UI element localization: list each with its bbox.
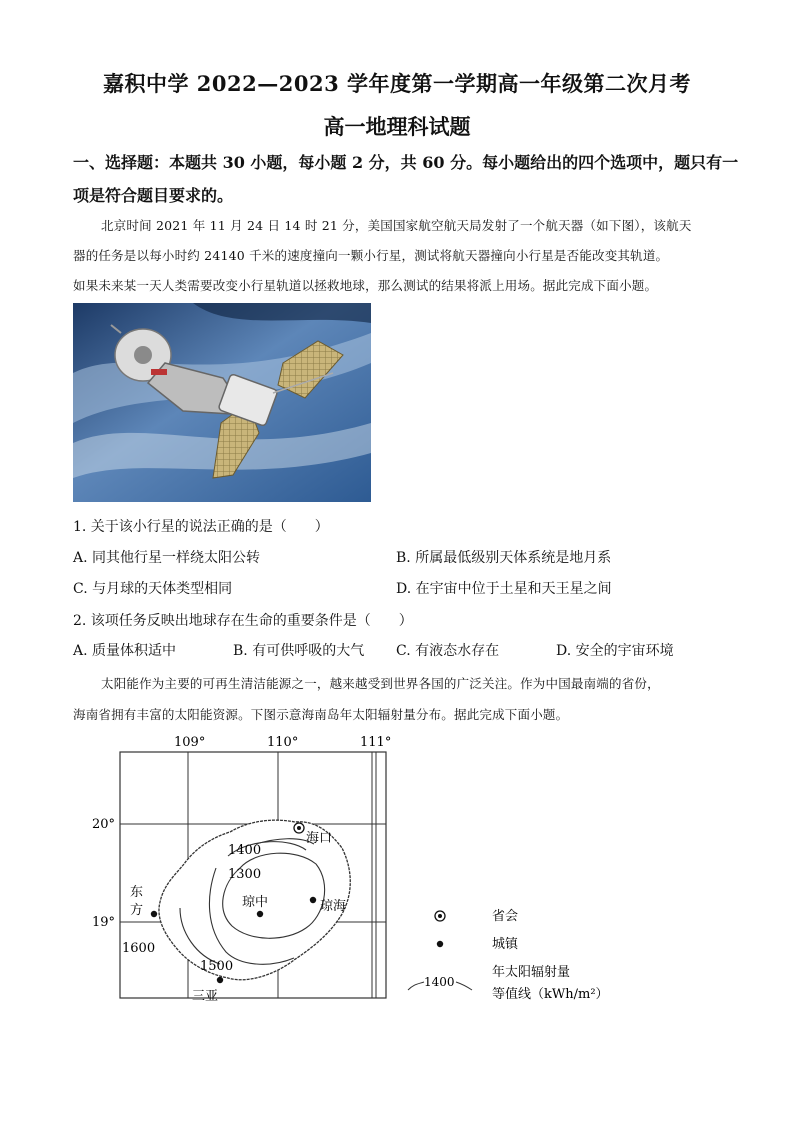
qionghai-town-icon xyxy=(310,897,316,903)
legend-isoline-label1: 年太阳辐射量 xyxy=(492,965,571,980)
legend-town-icon xyxy=(437,941,443,947)
passage1-line2: 器的任务是以每小时约 24140 千米的速度撞向一颗小行星，测试将航天器撞向小行星是否能改变其轨道。 xyxy=(73,248,669,263)
q1-stem: 1. 关于该小行星的说法正确的是（ ） xyxy=(73,519,329,535)
q2-option-c[interactable]: C. 有液态水存在 xyxy=(396,643,500,659)
city-dongfang-1: 东 xyxy=(130,885,144,900)
legend-isoline-value: 1400 xyxy=(424,975,455,989)
spacecraft-photo xyxy=(73,303,371,502)
section-heading-line1: 一、选择题：本题共 30 小题，每小题 2 分，共 60 分。每小题给出的四个选项中，题只有一 xyxy=(73,153,739,172)
lon-label-110: 110° xyxy=(267,735,299,750)
city-dongfang-2: 方 xyxy=(130,903,144,918)
legend-isoline-label2: 等值线（kWh/m²） xyxy=(492,987,609,1002)
contour-label-1500: 1500 xyxy=(200,959,234,974)
q2-stem: 2. 该项任务反映出地球存在生命的重要条件是（ ） xyxy=(73,613,413,629)
legend-capital-center-icon xyxy=(438,914,442,918)
q1-option-d[interactable]: D. 在宇宙中位于土星和天王星之间 xyxy=(396,581,612,597)
city-haikou: 海口 xyxy=(306,831,333,846)
q2-option-b[interactable]: B. 有可供呼吸的大气 xyxy=(233,643,365,659)
sanya-town-icon xyxy=(217,977,223,983)
passage2-line1: 太阳能作为主要的可再生清洁能源之一，越来越受到世界各国的广泛关注。作为中国最南端的省份， xyxy=(101,676,660,691)
contour-label-1600: 1600 xyxy=(122,941,156,956)
passage2-line2: 海南省拥有丰富的太阳能资源。下图示意海南岛年太阳辐射量分布。据此完成下面小题。 xyxy=(73,707,569,722)
qiongzhong-town-icon xyxy=(257,911,263,917)
q2-option-d[interactable]: D. 安全的宇宙环境 xyxy=(556,643,674,659)
dongfang-town-icon xyxy=(151,911,157,917)
contour-label-1300: 1300 xyxy=(228,867,262,882)
q2-option-a[interactable]: A. 质量体积适中 xyxy=(73,643,177,659)
hainan-solar-map xyxy=(80,728,640,1028)
contour-label-1400: 1400 xyxy=(228,843,262,858)
legend-capital-label: 省会 xyxy=(492,909,519,924)
lat-label-19: 19° xyxy=(92,915,116,930)
lat-label-20: 20° xyxy=(92,817,116,832)
section-heading-line2: 项是符合题目要求的。 xyxy=(73,186,234,205)
passage1-line3: 如果未来某一天人类需要改变小行星轨道以拯救地球，那么测试的结果将派上用场。据此完成下面小题。 xyxy=(73,278,658,293)
lon-label-109: 109° xyxy=(174,735,206,750)
city-sanya: 三亚 xyxy=(192,989,219,1004)
q1-option-b[interactable]: B. 所属最低级别天体系统是地月系 xyxy=(396,550,612,566)
city-qiongzhong: 琼中 xyxy=(242,895,269,910)
page-title: 嘉积中学 2022—2023 学年度第一学期高一年级第二次月考 xyxy=(102,71,691,96)
q1-option-a[interactable]: A. 同其他行星一样绕太阳公转 xyxy=(73,550,261,566)
q1-option-c[interactable]: C. 与月球的天体类型相同 xyxy=(73,581,233,597)
page-subtitle: 高一地理科试题 xyxy=(323,114,471,139)
legend-town-label: 城镇 xyxy=(492,937,519,952)
lon-label-111: 111° xyxy=(360,735,392,750)
passage1-line1: 北京时间 2021 年 11 月 24 日 14 时 21 分，美国国家航空航天局发射了一个航天器（如下图），该航天 xyxy=(101,218,692,233)
city-qionghai: 琼海 xyxy=(320,899,347,914)
haikou-capital-center-icon xyxy=(297,826,301,830)
